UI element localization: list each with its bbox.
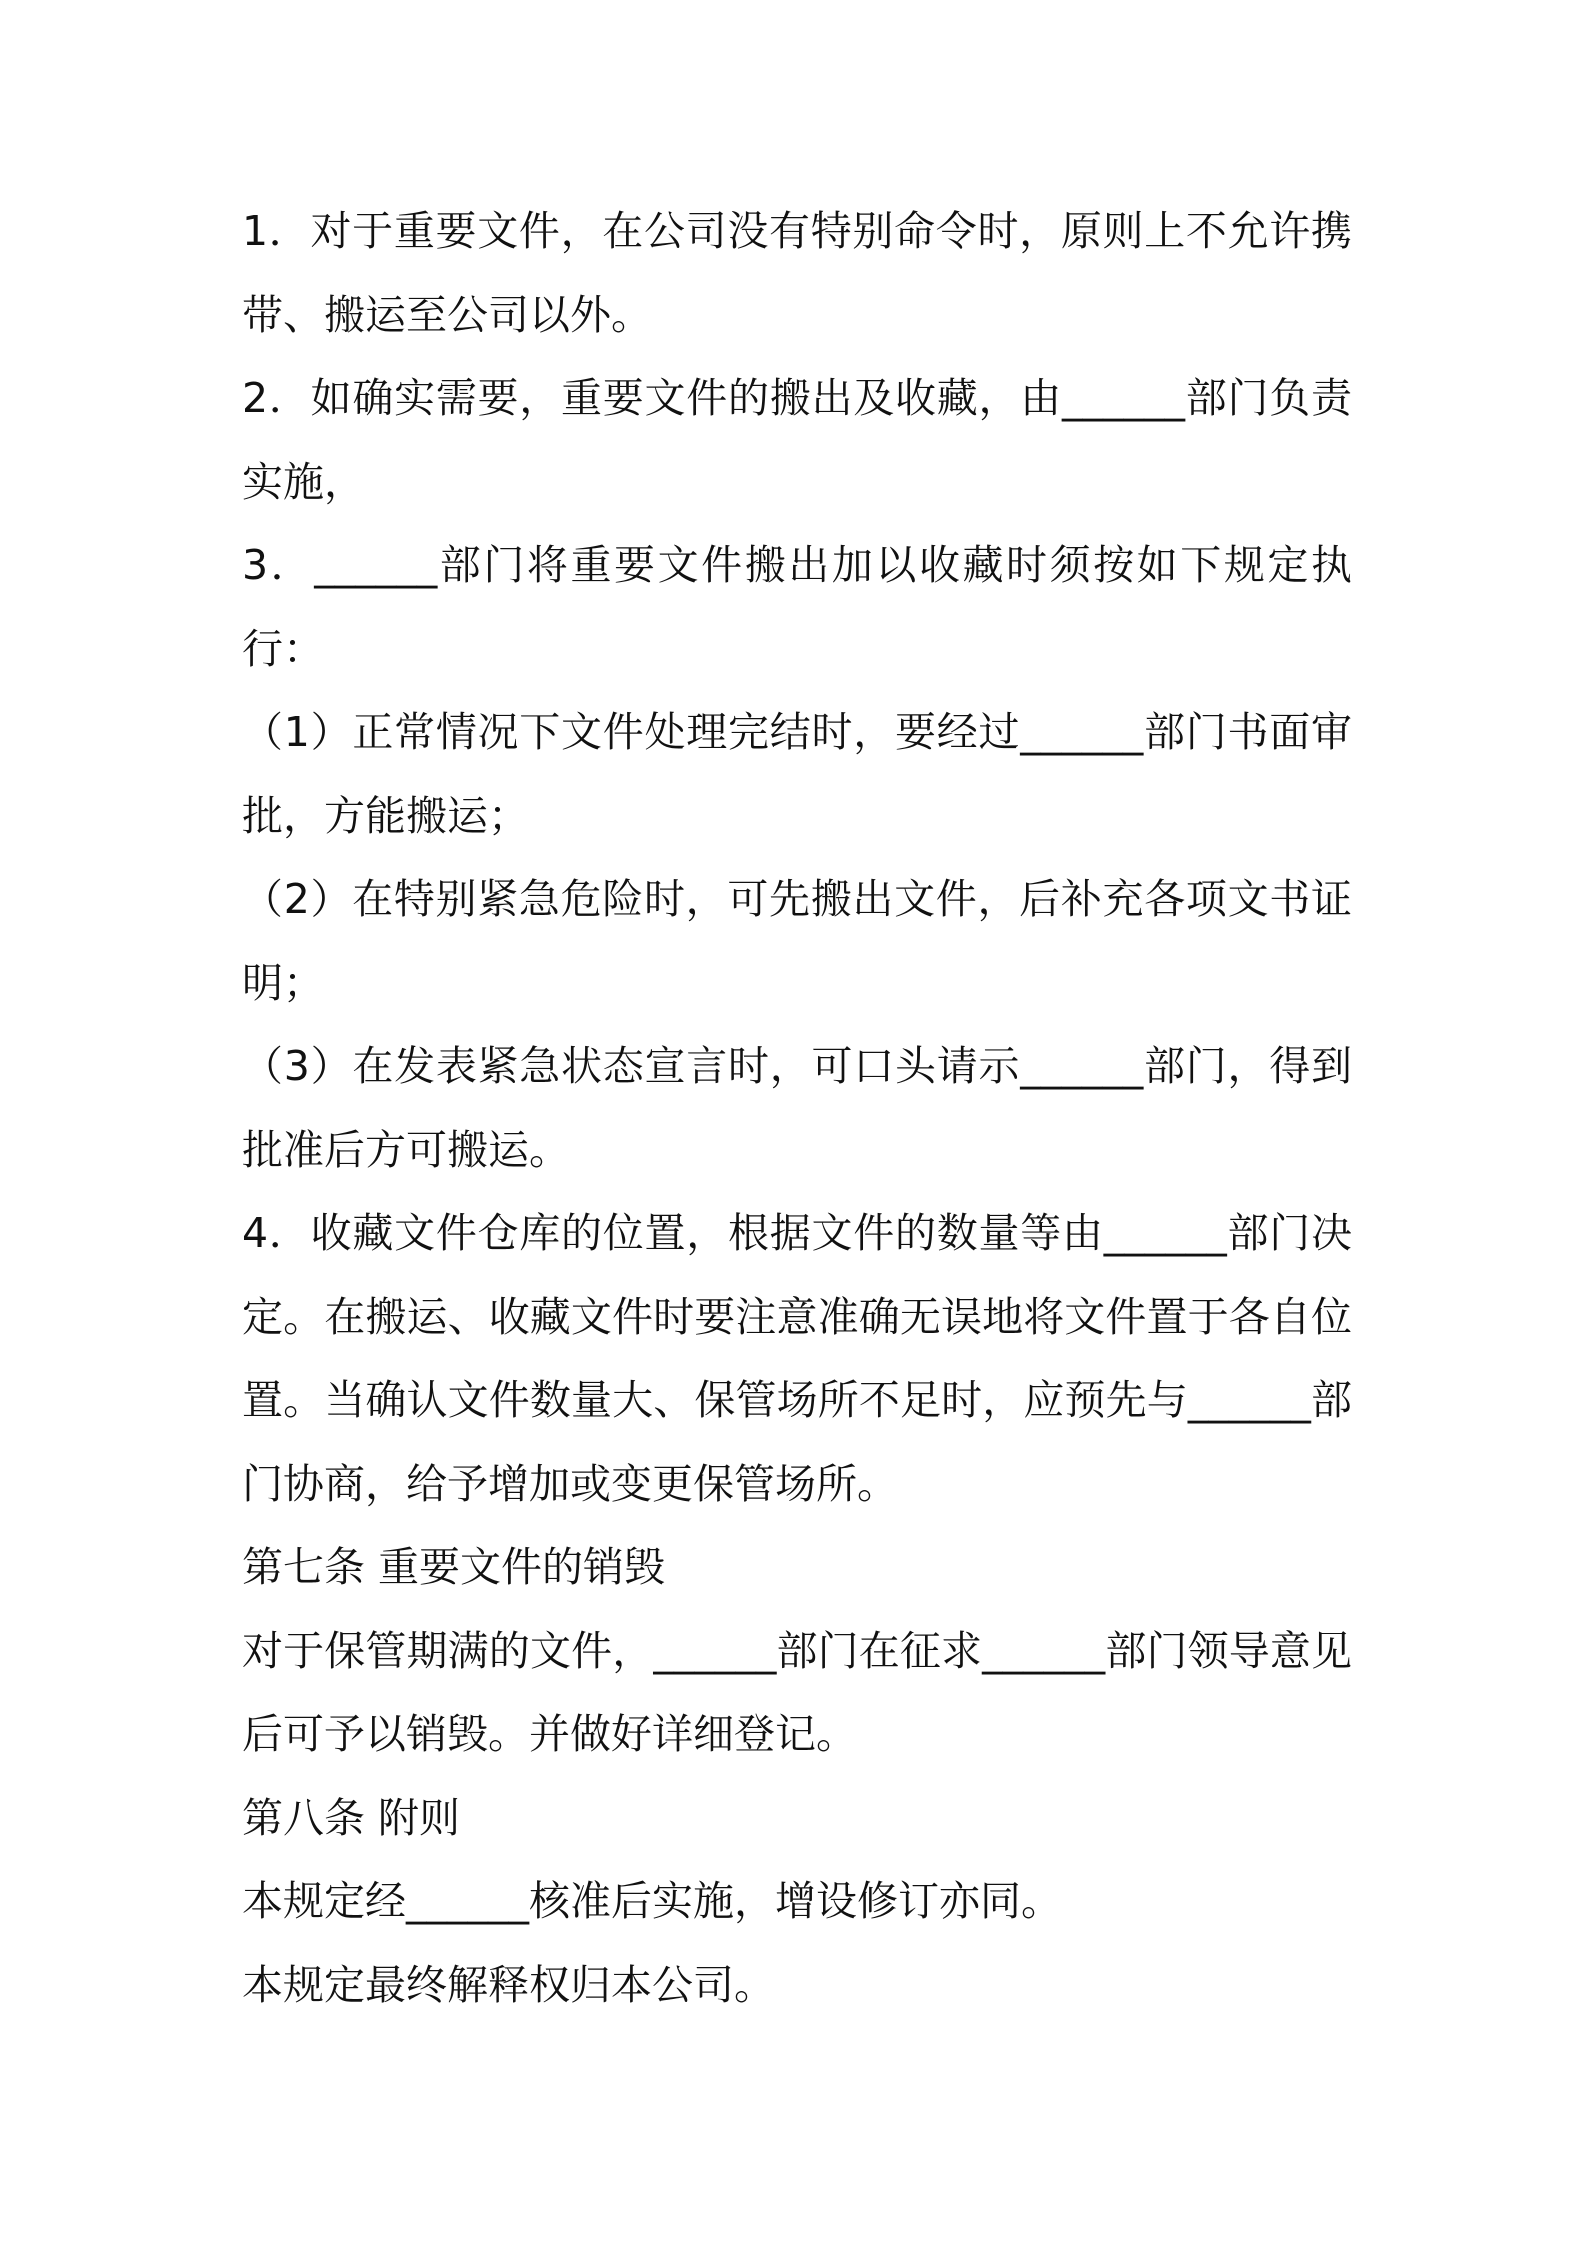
sub-clause-2: （2）在特别紧急危险时，可先搬出文件，后补充各项文书证明；: [242, 875, 1352, 1007]
clause-item-3: 3．______部门将重要文件搬出加以收藏时须按如下规定执行：: [242, 541, 1352, 673]
clause-item-4: 4．收藏文件仓库的位置，根据文件的数量等由______部门决定。在搬运、收藏文件时要注意准确无误地将文件置于各自位置。当确认文件数量大、保管场所不足时，应预先与______部门协商，给予增加或变更保管场所。: [242, 1209, 1352, 1508]
article-7-heading: 第七条 重要文件的销毁: [242, 1543, 666, 1591]
clause-item-2: 2．如确实需要，重要文件的搬出及收藏，由______部门负责实施，: [242, 374, 1352, 506]
article-7-body: 对于保管期满的文件，______部门在征求______部门领导意见后可予以销毁。并做好详细登记。: [242, 1626, 1352, 1758]
article-8-body-1: 本规定经______核准后实施，增设修订亦同。: [242, 1877, 1062, 1925]
sub-clause-3: （3）在发表紧急状态宣言时，可口头请示______部门，得到批准后方可搬运。: [242, 1042, 1352, 1174]
document-body: [242, 190, 1352, 2027]
article-8-body-2: 本规定最终解释权归本公司。: [242, 1960, 775, 2009]
sub-clause-1: （1）正常情况下文件处理完结时，要经过______部门书面审批，方能搬运；: [242, 708, 1352, 840]
article-8-heading: 第八条 附则: [242, 1793, 461, 1842]
clause-item-1: 1．对于重要文件，在公司没有特别命令时，原则上不允许携带、搬运至公司以外。: [242, 207, 1352, 339]
